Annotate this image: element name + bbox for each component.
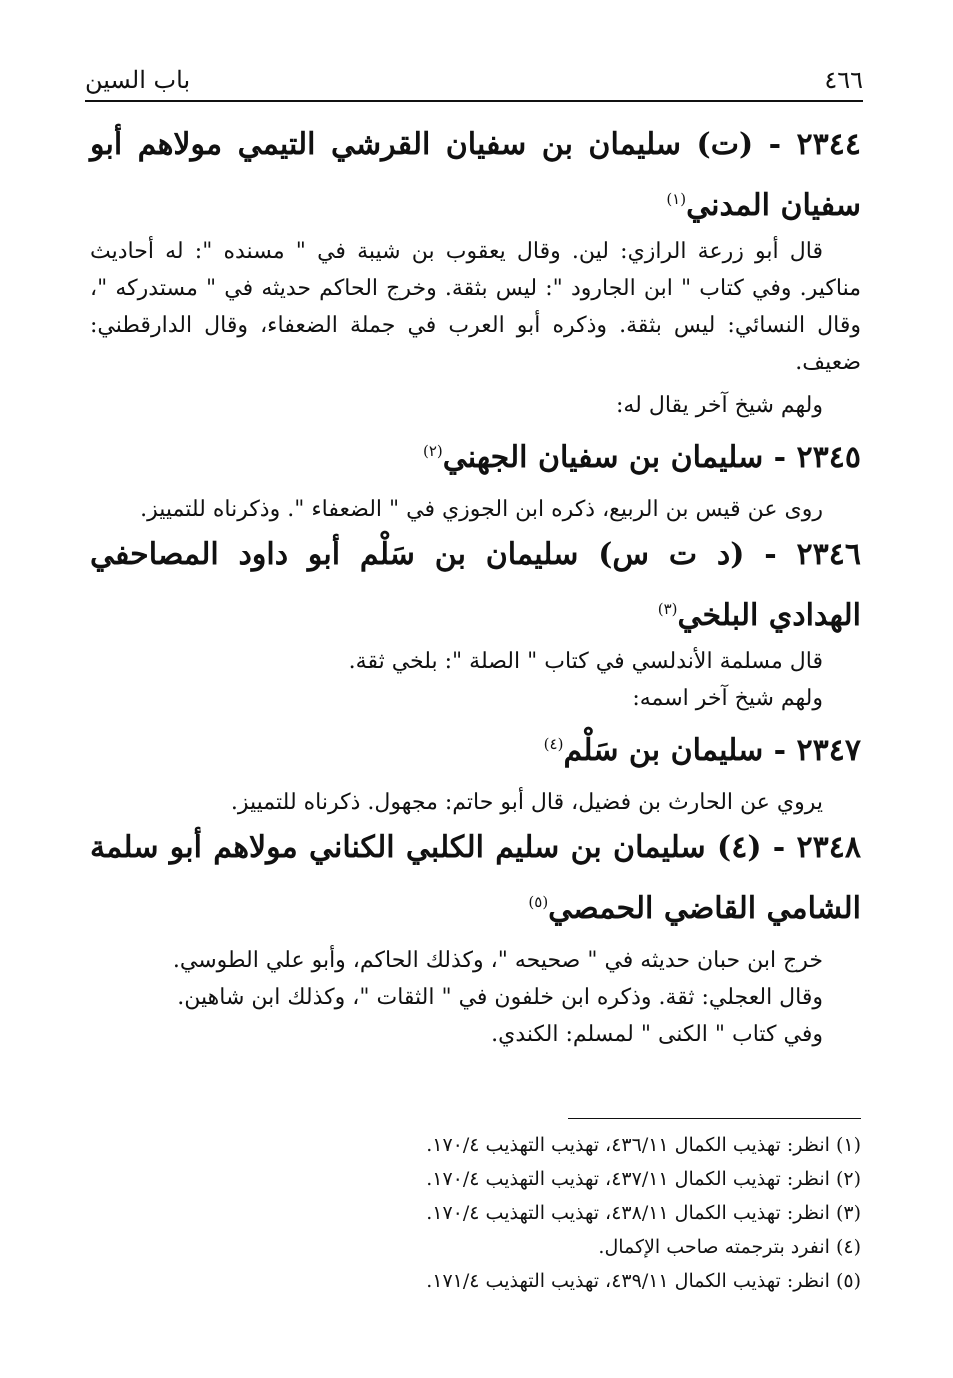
entry-heading: ٢٣٤٨ - (٤) سليمان بن سليم الكلبي الكناني مولاهم أبو سلمة الشامي القاضي الحمصي$^{(٥)}$ — [90, 830, 861, 926]
footnote-divider — [568, 1118, 861, 1119]
entry-paragraph: روى عن قيس بن الربيع، ذكره ابن الجوزي في " الضعفاء ". وذكرناه للتمييز. — [140, 497, 823, 522]
footnote: (٣) انظر: تهذيب الكمال ٤٣٨/١١، تهذيب التهذيب ١٧٠/٤. — [426, 1202, 861, 1224]
entry-paragraph: يروي عن الحارث بن فضيل، قال أبو حاتم: مجهول. ذكرناه للتمييز. — [230, 790, 823, 815]
footnote: (٥) انظر: تهذيب الكمال ٤٣٩/١١، تهذيب التهذيب ١٧١/٤. — [426, 1270, 861, 1292]
entry-heading: ٢٣٤٥ - سليمان بن سفيان الجهني$^{(٢)}$ — [423, 440, 861, 475]
entry-paragraph: قال أبو زرعة الرازي: لين. وقال يعقوب بن شيبة في " مسنده ": له أحاديث مناكير. وفي كتاب " ابن الجارود ": ليس بثقة. وخرج الحاكم حديثه في " مستدركه "، وقال النسائي: ليس بثقة. وذكره أبو العرب في جملة الضعفاء، وقال الدارقطني: ضعيف. — [90, 239, 861, 375]
page-body — [90, 118, 861, 1053]
page-header — [85, 60, 863, 102]
footnotes — [300, 1128, 861, 1298]
entry-paragraph: ولهم شيخ آخر اسمه: — [632, 686, 823, 711]
entry-paragraph: وقال العجلي: ثقة. وذكره ابن خلفون في " الثقات "، وكذلك ابن شاهين. — [177, 985, 823, 1010]
entry-heading: ٢٣٤٤ - (ت) سليمان بن سفيان القرشي التيمي مولاهم أبو سفيان المدني$^{(١)}$ — [90, 127, 861, 223]
footnote-marker[interactable]: (٥) — [528, 893, 549, 911]
footnote: (٢) انظر: تهذيب الكمال ٤٣٧/١١، تهذيب التهذيب ١٧٠/٤. — [426, 1168, 861, 1190]
entry-heading: ٢٣٤٦ - (د ت س) سليمان بن سَلْم أبو داود المصاحفي الهدادي البلخي$^{(٣)}$ — [90, 537, 861, 633]
footnote-marker[interactable]: (٣) — [657, 600, 678, 618]
footnote-marker[interactable]: (٤) — [543, 735, 564, 753]
entry-heading: ٢٣٤٧ - سليمان بن سَلْم$^{(٤)}$ — [543, 733, 861, 768]
entry-paragraph: خرج ابن حبان حديثه في " صحيحه "، وكذلك الحاكم، وأبو علي الطوسي. — [172, 948, 823, 973]
page-number: ٤٦٦ — [824, 66, 863, 94]
entry-paragraph: قال مسلمة الأندلسي في كتاب " الصلة ": بلخي ثقة. — [348, 649, 823, 674]
footnote-marker[interactable]: (٢) — [423, 442, 443, 460]
entry-paragraph: ولهم شيخ آخر يقال له: — [615, 393, 823, 418]
footnote-marker[interactable]: (١) — [666, 190, 687, 208]
footnote: (١) انظر: تهذيب الكمال ٤٣٦/١١، تهذيب التهذيب ١٧٠/٤. — [426, 1134, 861, 1156]
running-title: باب السين — [85, 66, 191, 94]
entry-paragraph: وفي كتاب " الكنى " لمسلم: الكندي. — [491, 1022, 823, 1047]
footnote: (٤) انفرد بترجمته صاحب الإكمال. — [598, 1236, 861, 1258]
